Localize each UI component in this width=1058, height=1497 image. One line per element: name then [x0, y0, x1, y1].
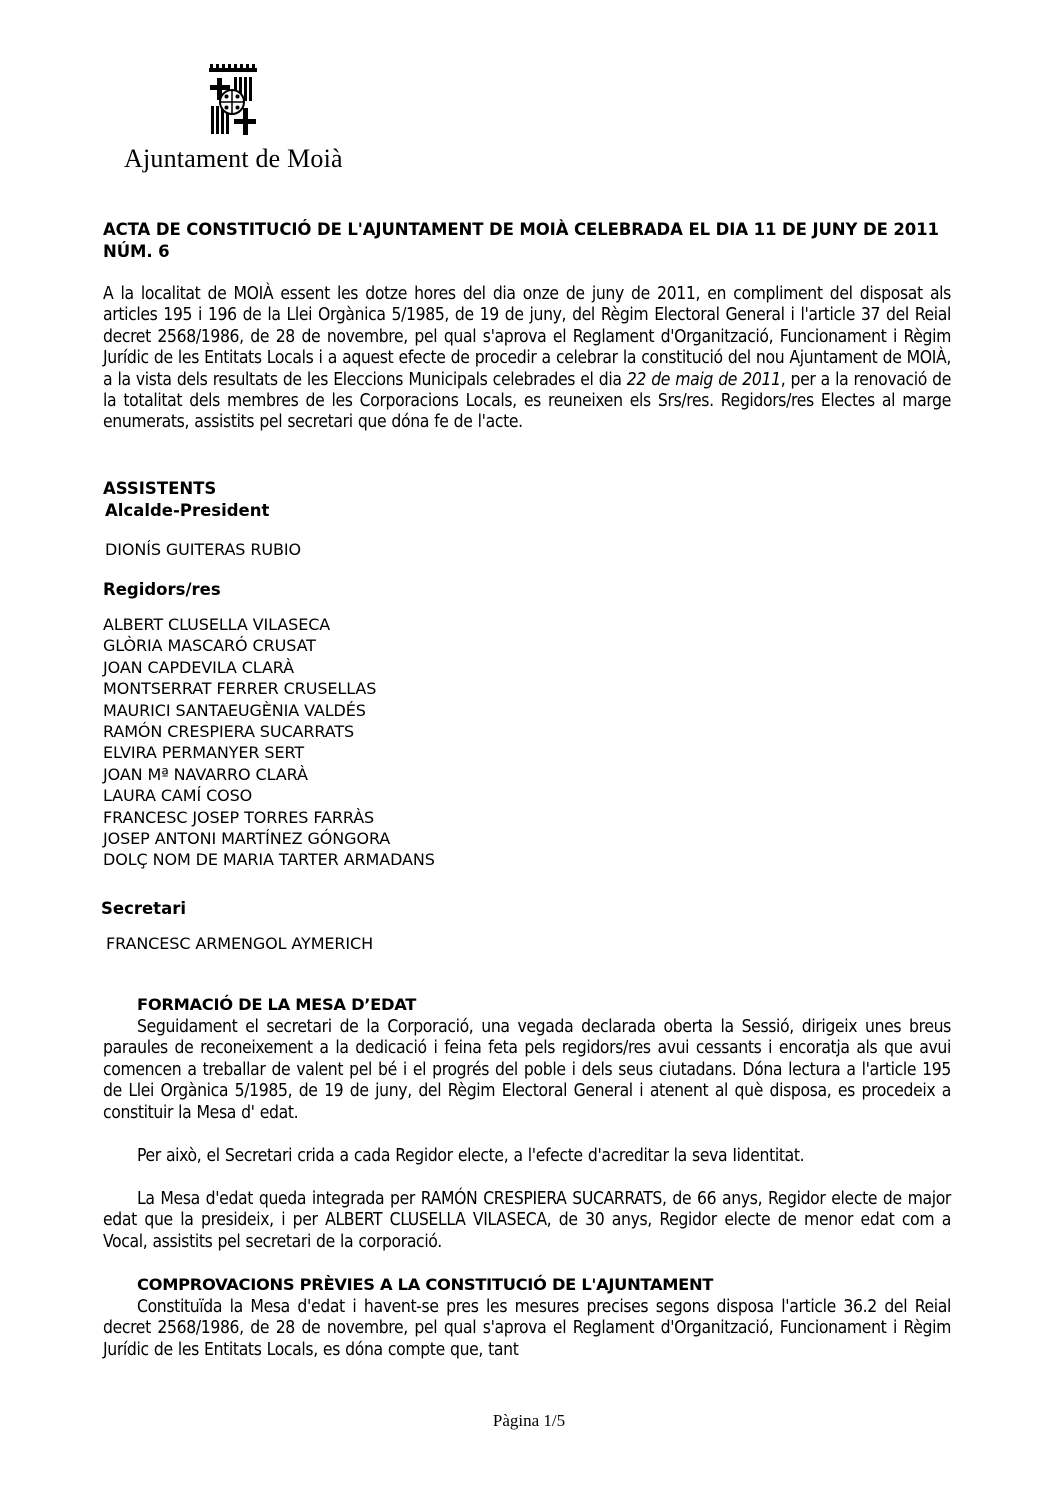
councillor-name: GLÒRIA MASCARÓ CRUSAT — [103, 636, 316, 656]
page-number: Pàgina 1/5 — [492, 1411, 566, 1430]
paragraph-text: Constituïda la Mesa d'edat i havent-se pres les mesures precises segons disposa l'article 36.2 del Reial decret 2568/1986, de 28 de novembre, pel qual s'aprova el Reglament d'Organització, Funcionament i Règim Jurídic de les Entitats Locals, es dóna compte que, tant — [103, 1297, 951, 1360]
councillor-name: DOLÇ NOM DE MARIA TARTER ARMADANS — [103, 850, 435, 870]
councillors-list — [103, 614, 435, 871]
councillor-name: ALBERT CLUSELLA VILASECA — [103, 615, 331, 634]
mayor-heading: Alcalde-President — [105, 501, 270, 520]
section-heading-comprovacions: COMPROVACIONS PRÈVIES A LA CONSTITUCIÓ DE L'AJUNTAMENT — [137, 1275, 714, 1294]
councillor-name: RAMÓN CRESPIERA SUCARRATS — [103, 722, 355, 742]
comprovacions-paragraph-1 — [103, 1297, 951, 1361]
mesa-paragraph-3 — [103, 1189, 951, 1253]
councillor-name: ELVIRA PERMANYER SERT — [103, 743, 305, 763]
election-date: 22 de maig de 2011 — [626, 369, 781, 390]
secretary-heading: Secretari — [101, 899, 186, 918]
councillor-name: JOSEP ANTONI MARTÍNEZ GÓNGORA — [103, 829, 391, 849]
section-heading-mesa: FORMACIÓ DE LA MESA D’EDAT — [137, 995, 417, 1014]
councillor-name: LAURA CAMÍ COSO — [103, 786, 253, 806]
mesa-paragraph-1 — [103, 1017, 951, 1124]
councillor-name: MONTSERRAT FERRER CRUSELLAS — [103, 679, 377, 699]
intro-text-end: , per a la renovació de la totalitat dels membres de les Corporacions Locals, es reuneixen els Srs/res. Regidors/res Electes al marge enumerats, assistits pel secretari que dóna fe de l'acte. — [103, 369, 952, 433]
paragraph-text: Seguidament el secretari de la Corporació, una vegada declarada oberta la Sessió, dirigeix unes breus paraules de reconeixement a la dedicació i feina feta pels regidors/res avui cessants i encoratja als que avui comencen a treballar de valent pel bé i el progrés del poble i dels seus ciutadans. Dóna lectura a l'article 195 de Llei Orgànica 5/1985, de 19 de juny, del Règim Electoral General i atenent al què disposa, es procedeix a constituir la Mesa d' edat. — [103, 1017, 951, 1123]
councillors-heading: Regidors/res — [103, 580, 221, 599]
intro-paragraph — [103, 284, 951, 434]
councillor-name: JOAN CAPDEVILA CLARÀ — [103, 657, 295, 677]
document-title: ACTA DE CONSTITUCIÓ DE L'AJUNTAMENT DE MOIÀ CELEBRADA EL DIA 11 DE JUNY DE 2011 NÚM. 6 — [103, 220, 939, 261]
councillor-name: JOAN Mª NAVARRO CLARÀ — [103, 764, 308, 784]
intro-text: A la localitat de MOIÀ essent les dotze hores del dia onze de juny de 2011, en compliment del disposat als articles 195 i 196 de la Llei Orgànica 5/1985, de 19 de juny, del Règim Electoral General i l'article 37 del Reial decret 2568/1986, de 28 de novembre, pel qual s'aprova el Reglament d'Organització, Funcionament i Règim Jurídic de les Entitats Locals i a aquest efecte de procedir a celebrar la constitució del nou Ajuntament de MOIÀ, a la vista dels resultats de les Eleccions Municipals celebrades el dia — [103, 284, 951, 390]
attendees-heading: ASSISTENTS — [103, 479, 217, 498]
organization-name: Ajuntament de Moià — [124, 144, 343, 173]
mayor-name: DIONÍS GUITERAS RUBIO — [105, 540, 301, 559]
paragraph-text: Per això, el Secretari crida a cada Regidor electe, a l'efecte d'acreditar la seva Iidentitat. — [137, 1146, 805, 1166]
paragraph-text: La Mesa d'edat queda integrada per RAMÓN CRESPIERA SUCARRATS, de 66 anys, Regidor electe de major edat que la presideix, i per ALBERT CLUSELLA VILASECA, de 30 anys, Regidor electe de menor edat com a Vocal, assistits pel secretari de la corporació. — [103, 1189, 951, 1252]
councillor-name: MAURICI SANTAEUGÈNIA VALDÉS — [103, 700, 366, 720]
secretary-name: FRANCESC ARMENGOL AYMERICH — [106, 934, 374, 953]
councillor-name: FRANCESC JOSEP TORRES FARRÀS — [103, 807, 375, 827]
coat-of-arms-icon — [208, 64, 258, 136]
mesa-paragraph-2 — [103, 1146, 951, 1167]
